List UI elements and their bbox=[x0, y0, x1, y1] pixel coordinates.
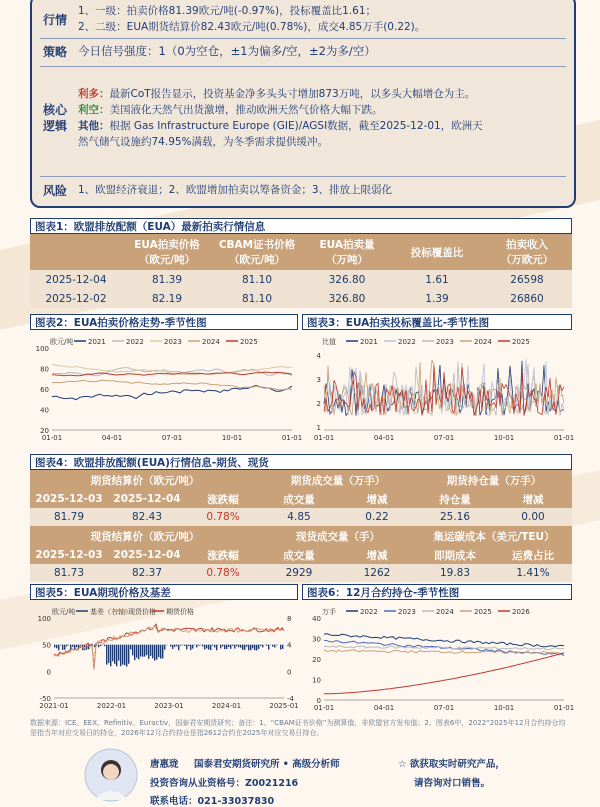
x-tick-label: 10-01 bbox=[494, 704, 514, 712]
bear-tag: 利空： bbox=[78, 104, 110, 116]
x-tick-label: 2023-01 bbox=[154, 702, 183, 710]
bull-tag: 利多： bbox=[78, 88, 110, 100]
basis-bar bbox=[144, 645, 145, 657]
chart2-auction-price bbox=[30, 332, 300, 450]
basis-bar bbox=[146, 645, 147, 655]
x-tick-label: 10-01 bbox=[494, 434, 514, 442]
basis-bar bbox=[240, 645, 241, 648]
y-unit-label: 欧元/吨 bbox=[52, 607, 75, 616]
legend-label: 2021 bbox=[360, 338, 378, 346]
x-tick-label: 07-01 bbox=[434, 704, 454, 712]
x-tick-label: 01-01 bbox=[314, 434, 334, 442]
chart5-basis bbox=[30, 602, 300, 714]
y-tick-label: 50 bbox=[42, 642, 51, 650]
basis-bar bbox=[262, 645, 263, 648]
footnote: 数据来源：ICE、EEX、Refinitiv、Euractiv，国泰君安期货研究；备注：1、“CBAM证书价格”为测算值，非欧盟官方发布值；2、图表6中，2022“2025年12月合约持仓均是指当年对应交易日的持仓，2026年12月合约持仓是指2612合约在2025年对应交易日持仓。 bbox=[30, 718, 572, 738]
basis-bar bbox=[162, 645, 163, 659]
legend-label: 2022 bbox=[360, 608, 378, 616]
basis-bar bbox=[222, 645, 223, 647]
market-label: 行情 bbox=[32, 11, 78, 28]
basis-bar bbox=[226, 645, 227, 649]
basis-bar bbox=[80, 645, 81, 646]
basis-bar bbox=[154, 645, 155, 661]
table1-title: 图表1：欧盟排放配额（EUA）最新拍卖行情信息 bbox=[30, 218, 572, 234]
basis-bar bbox=[160, 645, 161, 659]
basis-bar bbox=[260, 645, 261, 646]
basis-bar bbox=[106, 645, 107, 665]
legend-label: 2024 bbox=[202, 338, 220, 346]
y2-tick-label: 8 bbox=[287, 615, 291, 623]
basis-bar bbox=[204, 645, 205, 650]
basis-bar bbox=[110, 645, 111, 667]
author-name: 唐惠珑 bbox=[150, 756, 179, 770]
basis-bar bbox=[118, 645, 119, 661]
basis-bar bbox=[180, 645, 181, 646]
chart6-open-interest bbox=[302, 602, 572, 714]
x-tick-label: 2022-01 bbox=[97, 702, 126, 710]
y2-tick-label: 0 bbox=[287, 668, 291, 676]
summary-panel bbox=[30, 0, 576, 208]
basis-bar bbox=[206, 645, 207, 649]
chart6-title: 图表6：12月合约持仓-季节性图 bbox=[302, 584, 572, 600]
y-unit-label: 万手 bbox=[322, 607, 336, 616]
x-tick-label: 01-01 bbox=[42, 434, 62, 442]
y-tick-label: 0 bbox=[317, 697, 321, 705]
basis-bar bbox=[54, 645, 55, 648]
y-tick-label: 4 bbox=[317, 352, 322, 360]
basis-bar bbox=[212, 645, 213, 646]
basis-bar bbox=[276, 645, 277, 646]
avatar bbox=[84, 748, 138, 802]
basis-bar bbox=[176, 645, 177, 647]
legend-label: 2024 bbox=[474, 338, 492, 346]
basis-bar bbox=[116, 645, 117, 667]
strategy-label: 策略 bbox=[32, 43, 78, 60]
legend-label: 2025 bbox=[240, 338, 258, 346]
legend-label: 2024 bbox=[436, 608, 454, 616]
futures-spot-table: 期货结算价（欧元/吨） 期货成交量（万手） 期货持仓量（万手） 2025-12-03 2025-12-04 涨跌幅 成交量 增减 持仓量 增减 81.79 82.43 0.78% 4.85 0.22 25.16 0.00 现货结算价（欧元/吨） 现货成交量（手） 集运碳成本（美元/TEU） 2025-12-03 2025-12-04 涨跌幅 成交量 增减 即期成本 运费占比 81.73 82.37 0.78% 2929 1262 19.83 1.41% bbox=[30, 470, 572, 582]
risk-text: 1、欧盟经济衰退；2、欧盟增加拍卖以筹备资金；3、排放上限弱化 bbox=[78, 182, 392, 198]
market-line-2: 2、二级：EUA期货结算价82.43欧元/吨(0.78%)，成交4.85万手(0.22)。 bbox=[78, 19, 425, 35]
y-tick-label: 30 bbox=[312, 636, 321, 644]
basis-bar bbox=[56, 645, 57, 649]
basis-bar bbox=[136, 645, 137, 658]
basis-bar bbox=[232, 645, 233, 646]
basis-bar bbox=[208, 645, 209, 650]
y-tick-label: 2 bbox=[317, 400, 321, 408]
cta-line-2: 请咨询对口销售。 bbox=[414, 775, 490, 789]
basis-bar bbox=[216, 645, 217, 651]
series-line bbox=[52, 372, 292, 376]
series-line bbox=[324, 634, 564, 647]
chart5-title: 图表5：EUA期现价格及基差 bbox=[30, 584, 298, 600]
basis-bar bbox=[188, 645, 189, 646]
basis-bar bbox=[228, 645, 229, 647]
basis-bar bbox=[158, 645, 159, 657]
basis-bar bbox=[190, 645, 191, 650]
basis-bar bbox=[112, 645, 113, 662]
basis-bar bbox=[210, 645, 211, 650]
basis-bar bbox=[242, 645, 243, 650]
basis-bar bbox=[182, 645, 183, 646]
legend-label: 2021 bbox=[88, 338, 106, 346]
legend-label: 2026 bbox=[512, 608, 530, 616]
basis-bar bbox=[130, 645, 131, 650]
basis-bar bbox=[148, 645, 149, 659]
bull-text: 最新CoT报告显示，投资基金净多头头寸增加873万吨，以多头大幅增仓为主。 bbox=[110, 88, 476, 100]
basis-bar bbox=[140, 645, 141, 657]
basis-bar bbox=[60, 645, 61, 646]
basis-bar bbox=[64, 645, 65, 650]
risk-label: 风险 bbox=[32, 182, 78, 199]
y-unit-label: 欧元/吨 bbox=[50, 337, 73, 346]
basis-bar bbox=[184, 645, 185, 646]
legend-label: 期货价格 bbox=[166, 607, 194, 616]
y-tick-label: -50 bbox=[40, 695, 51, 703]
legend-label: 2023 bbox=[436, 338, 454, 346]
y-tick-label: 80 bbox=[40, 366, 49, 374]
x-tick-label: 01-01 bbox=[314, 704, 334, 712]
basis-bar bbox=[200, 645, 201, 646]
basis-bar bbox=[220, 645, 221, 649]
basis-bar bbox=[186, 645, 187, 650]
basis-bar bbox=[254, 645, 255, 651]
basis-bar bbox=[214, 645, 215, 648]
chart2-title: 图表2：EUA拍卖价格走势-季节性图 bbox=[30, 314, 298, 330]
basis-bar bbox=[164, 645, 165, 650]
basis-bar bbox=[104, 645, 105, 646]
basis-bar bbox=[252, 645, 253, 649]
chart3-bid-cover bbox=[302, 332, 572, 450]
basis-bar bbox=[196, 645, 197, 648]
series-line bbox=[52, 386, 292, 400]
basis-bar bbox=[108, 645, 109, 663]
basis-bar bbox=[238, 645, 239, 648]
basis-bar bbox=[178, 645, 179, 651]
basis-bar bbox=[258, 645, 259, 649]
basis-bar bbox=[134, 645, 135, 660]
basis-bar bbox=[244, 645, 245, 650]
other-tag: 其他： bbox=[78, 120, 110, 132]
basis-bar bbox=[282, 645, 283, 649]
basis-bar bbox=[234, 645, 235, 649]
basis-bar bbox=[198, 645, 199, 646]
x-tick-label: 2025-01 bbox=[269, 702, 298, 710]
x-tick-label: 07-01 bbox=[434, 434, 454, 442]
y-tick-label: 100 bbox=[38, 615, 51, 623]
author-phone: 联系电话：021-33037830 bbox=[150, 793, 274, 807]
y2-tick-label: -4 bbox=[287, 695, 295, 703]
basis-bar bbox=[170, 645, 171, 647]
table-row: 2025-12-04 81.39 81.10 326.80 1.61 26598 bbox=[30, 270, 572, 289]
basis-bar bbox=[194, 645, 195, 646]
y-tick-label: 10 bbox=[312, 677, 321, 685]
x-tick-label: 01-01 bbox=[554, 704, 574, 712]
y-unit-label: 比值 bbox=[322, 337, 336, 346]
basis-bar bbox=[126, 645, 127, 667]
table-row: 81.73 82.37 0.78% 2929 1262 19.83 1.41% bbox=[30, 564, 572, 582]
legend-label: 2025 bbox=[474, 608, 492, 616]
basis-bar bbox=[274, 645, 275, 648]
chart3-title: 图表3：EUA拍卖投标覆盖比-季节性图 bbox=[302, 314, 572, 330]
basis-bar bbox=[72, 645, 73, 647]
basis-bar bbox=[174, 645, 175, 647]
basis-bar bbox=[94, 645, 95, 647]
basis-bar bbox=[114, 645, 115, 664]
x-tick-label: 04-01 bbox=[374, 704, 394, 712]
legend-label: 2022 bbox=[126, 338, 144, 346]
basis-bar bbox=[142, 645, 143, 657]
basis-bar bbox=[202, 645, 203, 647]
basis-bar bbox=[74, 645, 75, 649]
cta-line-1: ☆ 欲获取实时研究产品， bbox=[398, 756, 505, 770]
x-tick-label: 2021-01 bbox=[39, 702, 68, 710]
y-tick-label: 20 bbox=[312, 656, 321, 664]
basis-bar bbox=[192, 645, 193, 649]
logic-label-2: 逻辑 bbox=[32, 118, 78, 134]
table4-title: 图表4：欧盟排放配额(EUA)行情信息-期货、现货 bbox=[30, 454, 572, 470]
legend-label: 基差（右轴） bbox=[90, 607, 132, 616]
x-tick-label: 10-01 bbox=[222, 434, 242, 442]
y-tick-label: 3 bbox=[317, 376, 321, 384]
legend-label: 现货价格 bbox=[128, 607, 156, 616]
basis-bar bbox=[248, 645, 249, 651]
basis-bar bbox=[62, 645, 63, 650]
x-tick-label: 2024-01 bbox=[212, 702, 241, 710]
y-tick-label: 20 bbox=[40, 427, 49, 435]
x-tick-label: 07-01 bbox=[162, 434, 182, 442]
basis-bar bbox=[98, 645, 99, 648]
basis-bar bbox=[250, 645, 251, 650]
basis-bar bbox=[236, 645, 237, 646]
basis-bar bbox=[68, 645, 69, 646]
basis-bar bbox=[58, 645, 59, 651]
x-tick-label: 01-01 bbox=[282, 434, 302, 442]
y-tick-label: 40 bbox=[40, 407, 49, 415]
table-row: 2025-12-02 82.19 81.10 326.80 1.39 26860 bbox=[30, 289, 572, 308]
x-tick-label: 04-01 bbox=[102, 434, 122, 442]
basis-bar bbox=[122, 645, 123, 665]
basis-bar bbox=[100, 645, 101, 646]
table-row: 81.79 82.43 0.78% 4.85 0.22 25.16 0.00 bbox=[30, 508, 572, 526]
basis-bar bbox=[88, 645, 89, 650]
market-line-1: 1、一级：拍卖价格81.39欧元/吨(-0.97%)，投标覆盖比1.61； bbox=[78, 3, 425, 19]
bear-text: 美国液化天然气出货激增，推动欧洲天然气价格大幅下跌。 bbox=[110, 104, 383, 116]
auction-table: EUA拍卖价格 （欧元/吨） CBAM证书价格 （欧元/吨） EUA拍卖量 （万吨） 投标覆盖比 拍卖收入 （万欧元） 2025-12-04 81.39 81.10 326.80 1.61 26598 2025-12-02 82.19 81.10 326.80 1.39 26860 bbox=[30, 234, 572, 308]
legend-label: 2023 bbox=[164, 338, 182, 346]
y-tick-label: 60 bbox=[40, 386, 49, 394]
other-text-1: 根据 Gas Infrastructure Europe (GIE)/AGSI数据，截至2025-12-01，欧洲天 bbox=[110, 120, 483, 132]
basis-bar bbox=[266, 645, 267, 646]
basis-bar bbox=[76, 645, 77, 648]
basis-bar bbox=[120, 645, 121, 667]
basis-bar bbox=[224, 645, 225, 650]
basis-bar bbox=[268, 645, 269, 650]
author-org: 国泰君安期货研究所 • 高级分析师 bbox=[194, 756, 340, 770]
basis-bar bbox=[230, 645, 231, 649]
author-cert: 投资咨询从业资格号：Z0021216 bbox=[150, 775, 298, 789]
y2-tick-label: 4 bbox=[287, 642, 292, 650]
basis-bar bbox=[124, 645, 125, 666]
basis-bar bbox=[256, 645, 257, 651]
other-text-2: 然气储气设施约74.95%满载，为冬季需求提供缓冲。 bbox=[78, 134, 558, 150]
basis-bar bbox=[246, 645, 247, 647]
basis-bar bbox=[128, 645, 129, 664]
series-line bbox=[324, 646, 564, 650]
basis-bar bbox=[132, 645, 133, 656]
y-tick-label: 0 bbox=[47, 668, 51, 676]
basis-bar bbox=[280, 645, 281, 650]
basis-bar bbox=[150, 645, 151, 656]
y-tick-label: 100 bbox=[36, 345, 49, 353]
logic-label-1: 核心 bbox=[32, 102, 78, 118]
basis-bar bbox=[138, 645, 139, 660]
basis-bar bbox=[172, 645, 173, 649]
legend-label: 2022 bbox=[398, 338, 416, 346]
basis-bar bbox=[272, 645, 273, 647]
y-tick-label: 1 bbox=[317, 424, 321, 432]
basis-bar bbox=[152, 645, 153, 659]
series-line bbox=[324, 653, 564, 694]
basis-bar bbox=[156, 645, 157, 660]
strategy-text: 今日信号强度：1（0为空仓，±1为偏多/空，±2为多/空） bbox=[78, 43, 376, 59]
legend-label: 2023 bbox=[398, 608, 416, 616]
x-tick-label: 04-01 bbox=[374, 434, 394, 442]
y-tick-label: 40 bbox=[312, 615, 321, 623]
x-tick-label: 01-01 bbox=[554, 434, 574, 442]
basis-bar bbox=[66, 645, 67, 647]
legend-label: 2025 bbox=[512, 338, 530, 346]
